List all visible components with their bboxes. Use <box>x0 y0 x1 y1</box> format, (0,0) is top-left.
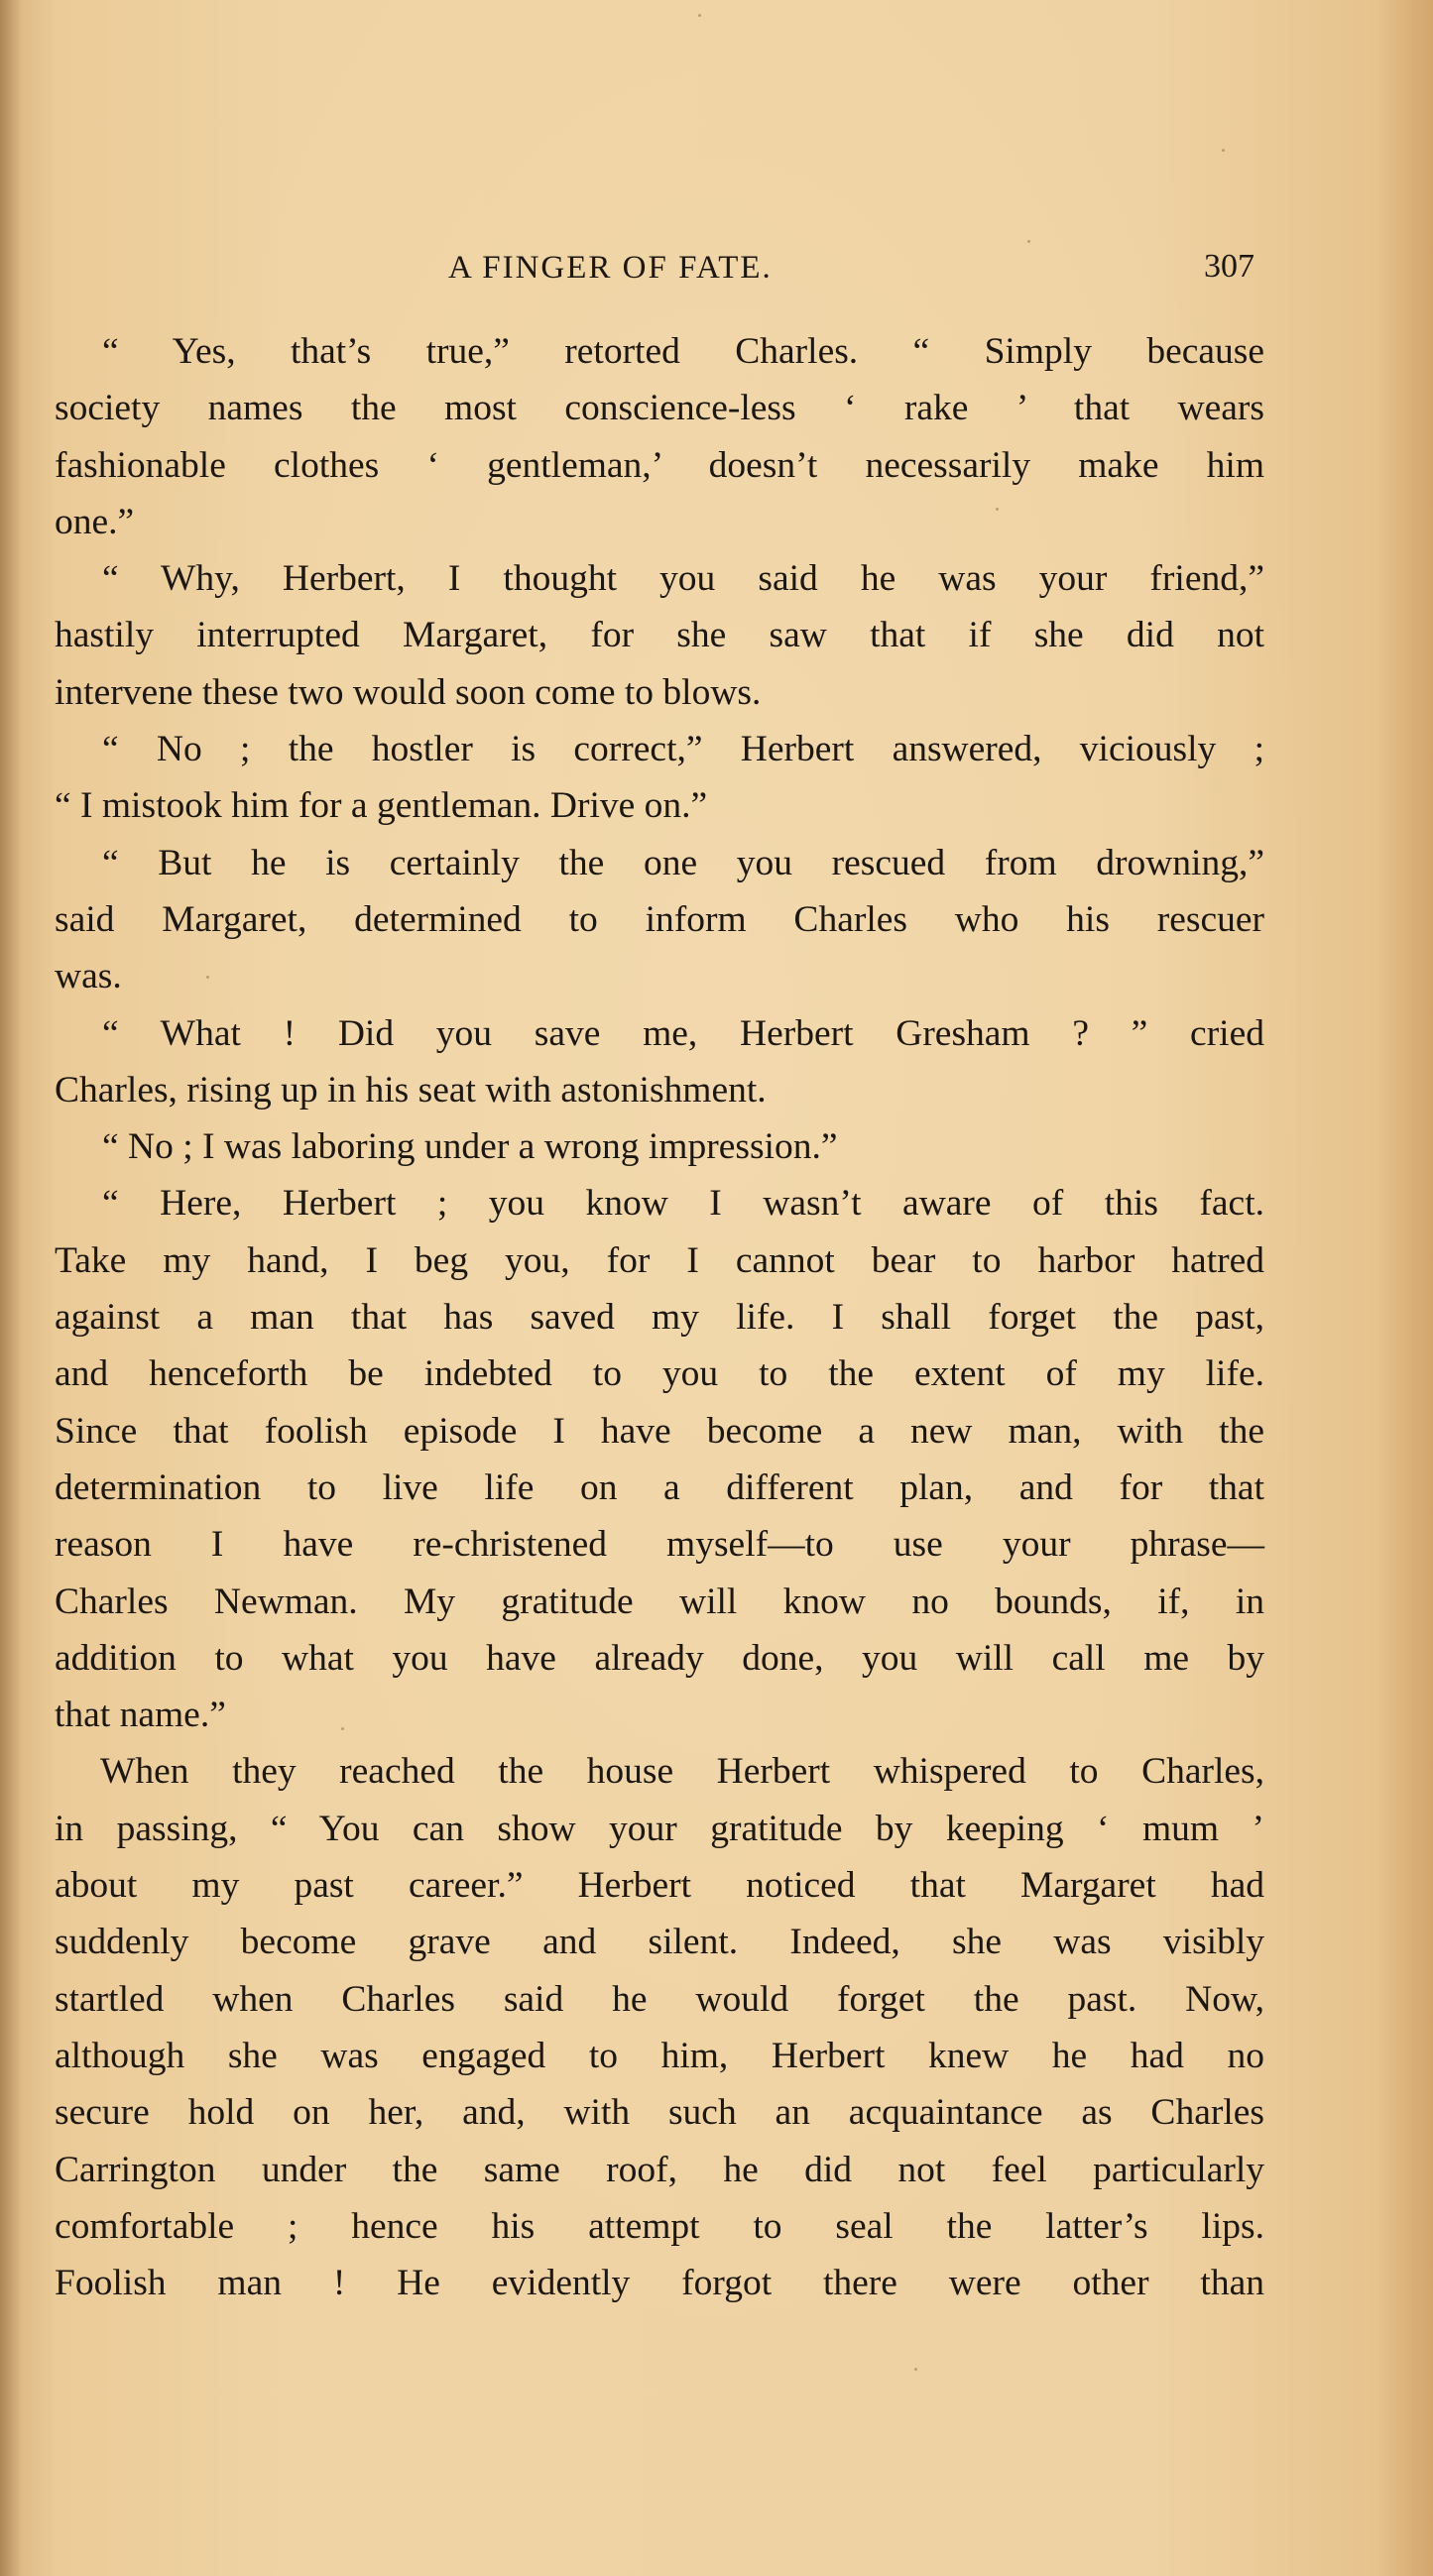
text-line: was. <box>55 956 122 997</box>
text-line: about my past career.” Herbert noticed that Margaret had <box>55 1865 1264 1907</box>
text-line: “ But he is certainly the one you rescued from drowning,” <box>102 842 1264 883</box>
text-line: Charles, rising up in his seat with astonishment. <box>55 1069 767 1111</box>
text-line: in passing, “ You can show your gratitude by keeping ‘ mum ’ <box>55 1808 1264 1849</box>
text-line: Since that foolish episode I have become a new man, with the <box>55 1410 1264 1452</box>
running-head <box>0 242 1433 290</box>
text-line: although she was engaged to him, Herbert knew he had no <box>55 2035 1264 2076</box>
paper-speck <box>1027 240 1030 243</box>
text-line: comfortable ; hence his attempt to seal the latter’s lips. <box>55 2205 1264 2247</box>
text-line: determination to live life on a different plan, and for that <box>55 1466 1264 1508</box>
text-line: against a man that has saved my life. I shall forget the past, <box>55 1297 1264 1339</box>
text-line: fashionable clothes ‘ gentleman,’ doesn’t necessarily make him <box>55 444 1264 486</box>
paper-speck <box>341 1727 344 1730</box>
text-line: “ What ! Did you save me, Herbert Gresham ? ” cried <box>102 1012 1264 1054</box>
text-line: hastily interrupted Margaret, for she saw that if she did not <box>55 615 1264 656</box>
paper-speck <box>1222 149 1225 152</box>
text-line: Charles Newman. My gratitude will know no bounds, if, in <box>55 1581 1264 1622</box>
text-line: “ Here, Herbert ; you know I wasn’t aware of this fact. <box>102 1183 1264 1225</box>
paper-speck <box>996 508 999 511</box>
text-line: that name.” <box>55 1695 226 1736</box>
page-number: 307 <box>1204 248 1254 285</box>
page-gutter-shadow <box>0 0 22 2576</box>
text-line: Foolish man ! He evidently forgot there were other than <box>55 2263 1264 2304</box>
paper-speck <box>206 976 209 979</box>
paper-speck <box>698 14 701 17</box>
text-line: “ No ; I was laboring under a wrong impression.” <box>102 1126 838 1168</box>
text-line: “ I mistook him for a gentleman. Drive on.” <box>55 785 708 827</box>
text-line: “ Why, Herbert, I thought you said he was your friend,” <box>102 558 1264 600</box>
text-line: When they reached the house Herbert whispered to Charles, <box>100 1751 1264 1793</box>
text-line: and henceforth be indebted to you to the extent of my life. <box>55 1353 1264 1395</box>
text-line: “ No ; the hostler is correct,” Herbert answered, viciously ; <box>102 729 1264 770</box>
paper-speck <box>914 2368 917 2371</box>
text-line: suddenly become grave and silent. Indeed, she was visibly <box>55 1922 1264 1963</box>
text-line: society names the most conscience-less ‘ rake ’ that wears <box>55 388 1264 429</box>
text-line: one.” <box>55 501 135 542</box>
text-line: reason I have re-christened myself—to use your phrase— <box>55 1524 1264 1566</box>
text-line: startled when Charles said he would forget the past. Now, <box>55 1978 1264 2020</box>
text-line: secure hold on her, and, with such an acquaintance as Charles <box>55 2092 1264 2134</box>
text-line: addition to what you have already done, you will call me by <box>55 1637 1264 1679</box>
body-text <box>55 323 1264 2311</box>
text-line: Take my hand, I beg you, for I cannot bear to harbor hatred <box>55 1239 1264 1281</box>
text-line: intervene these two would soon come to blows. <box>55 671 762 713</box>
text-line: “ Yes, that’s true,” retorted Charles. “ Simply because <box>102 331 1264 372</box>
text-line: said Margaret, determined to inform Charles who his rescuer <box>55 898 1264 940</box>
running-title: A FINGER OF FATE. <box>448 250 773 286</box>
text-line: Carrington under the same roof, he did not feel particularly <box>55 2149 1264 2190</box>
